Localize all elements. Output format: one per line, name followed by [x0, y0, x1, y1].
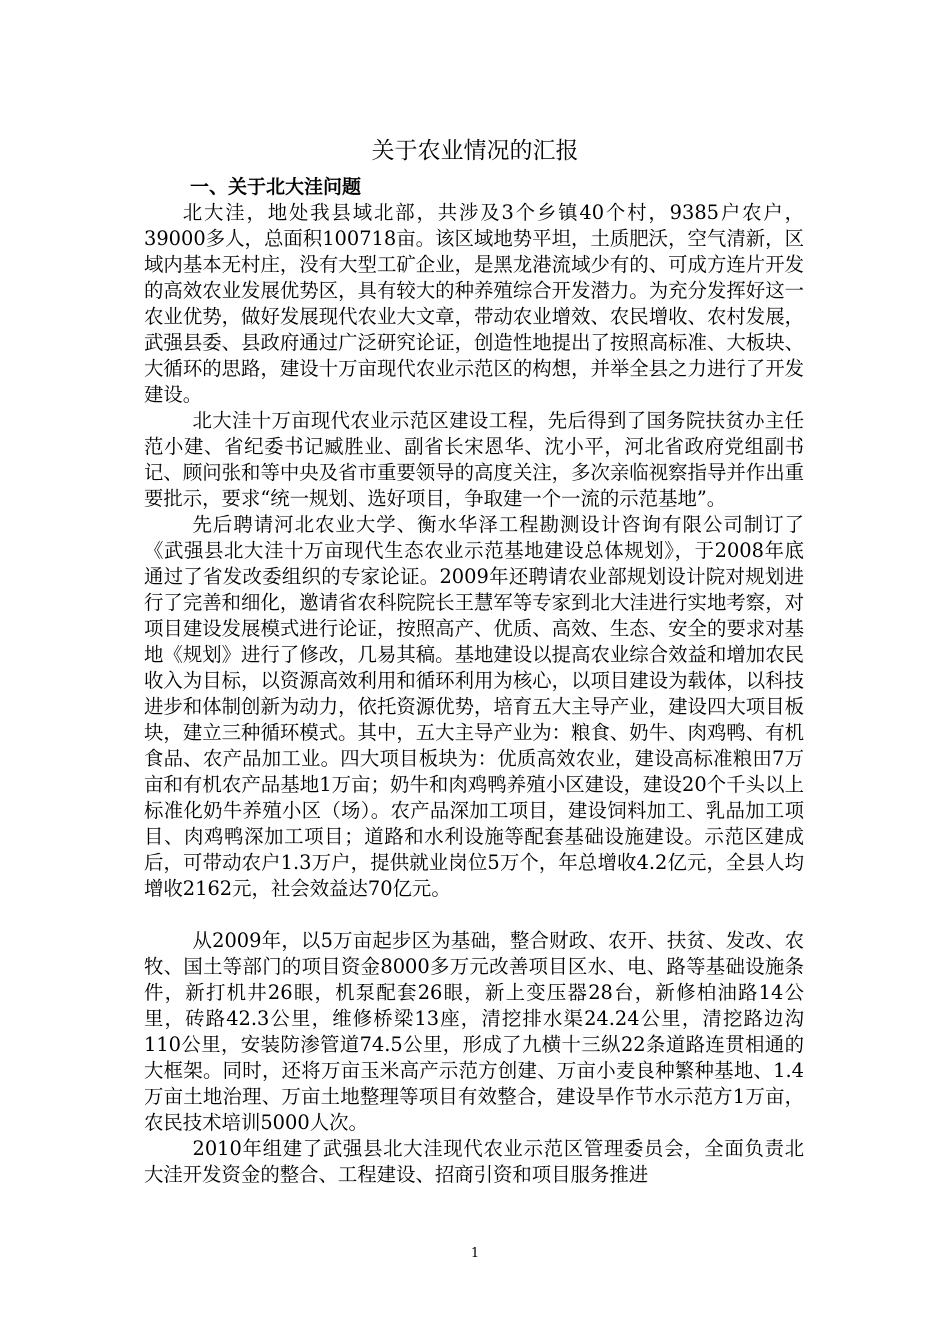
paragraph-gap	[144, 902, 804, 928]
paragraph-2: 北大洼十万亩现代农业示范区建设工程，先后得到了国务院扶贫办主任范小建、省纪委书记臧胜业、副省长宋恩华、沈小平，河北省政府党组副书记、顾问张和等中央及省市重要领导的高度关注，多次亲临视察指导并作出重要批示，要求“统一规划、选好项目，争取建一个一流的示范基地”。	[144, 409, 804, 510]
paragraph-1: 北大洼，地处我县域北部，共涉及3个乡镇40个村，9385户农户，39000多人，总面积100718亩。该区域地势平坦，土质肥沃，空气清新，区域内基本无村庄，没有大型工矿企业，是黑龙港流域少有的、可成方连片开发的高效农业发展优势区，具有较大的种养殖综合开发潜力。为充分发挥好这一农业优势，做好发展现代农业大文章，带动农业增效、农民增收、农村发展，武强县委、县政府通过广泛研究论证，创造性地提出了按照高标准、大板块、大循环的思路，建设十万亩现代农业示范区的构想，并举全县之力进行了开发建设。	[144, 201, 804, 406]
paragraph-3: 先后聘请河北农业大学、衡水华泽工程勘测设计咨询有限公司制订了《武强县北大洼十万亩现代生态农业示范基地建设总体规划》，于2008年底通过了省发改委组织的专家论证。2009年还聘请农业部规划设计院对规划进行了完善和细化，邀请省农科院院长王慧军等专家到北大洼进行实地考察，对项目建设发展模式进行论证，按照高产、优质、高效、生态、安全的要求对基地《规划》进行了修改，几易其稿。基地建设以提高农业综合效益和增加农民收入为目标，以资源高效利用和循环利用为核心，以项目建设为载体，以科技进步和体制创新为动力，依托资源优势，培育五大主导产业，建设四大项目板块，建立三种循环模式。其中，五大主导产业为：粮食、奶牛、肉鸡鸭、有机食品、农产品加工业。四大项目板块为：优质高效农业，建设高标准粮田7万亩和有机农产品基地1万亩；奶牛和肉鸡鸭养殖小区建设，建设20个千头以上标准化奶牛养殖小区（场）。农产品深加工项目，建设饲料加工、乳品加工项目、肉鸡鸭深加工项目；道路和水利设施等配套基础设施建设。示范区建成后，可带动农户1.3万户，提供就业岗位5万个，年总增收4.2亿元，全县人均增收2162元，社会效益达70亿元。	[144, 513, 804, 900]
paragraph-5: 2010年组建了武强县北大洼现代农业示范区管理委员会，全面负责北大洼开发资金的整合、工程建设、招商引资和项目服务推进	[144, 1137, 804, 1186]
page-number: 1	[470, 1246, 480, 1261]
document-title: 关于农业情况的汇报	[371, 138, 579, 164]
paragraph-4: 从2009年，以5万亩起步区为基础，整合财政、农开、扶贫、发改、农牧、国土等部门的项目资金8000多万元改善项目区水、电、路等基础设施条件，新打机井26眼，机泵配套26眼，新上变压器28台，新修柏油路14公里，砖路42.3公里，维修桥梁13座，清挖排水渠24.24公里，清挖路边沟110公里，安装防渗管道74.5公里，形成了九横十三纵22条道路连贯相通的大框架。同时，还将万亩玉米高产示范方创建、万亩小麦良种繁种基地、1.4万亩土地治理、万亩土地整理等项目有效整合，建设旱作节水示范方1万亩，农民技术培训5000人次。	[144, 929, 804, 1134]
section-heading: 一、关于北大洼问题	[190, 176, 362, 198]
document-body	[144, 200, 804, 1188]
